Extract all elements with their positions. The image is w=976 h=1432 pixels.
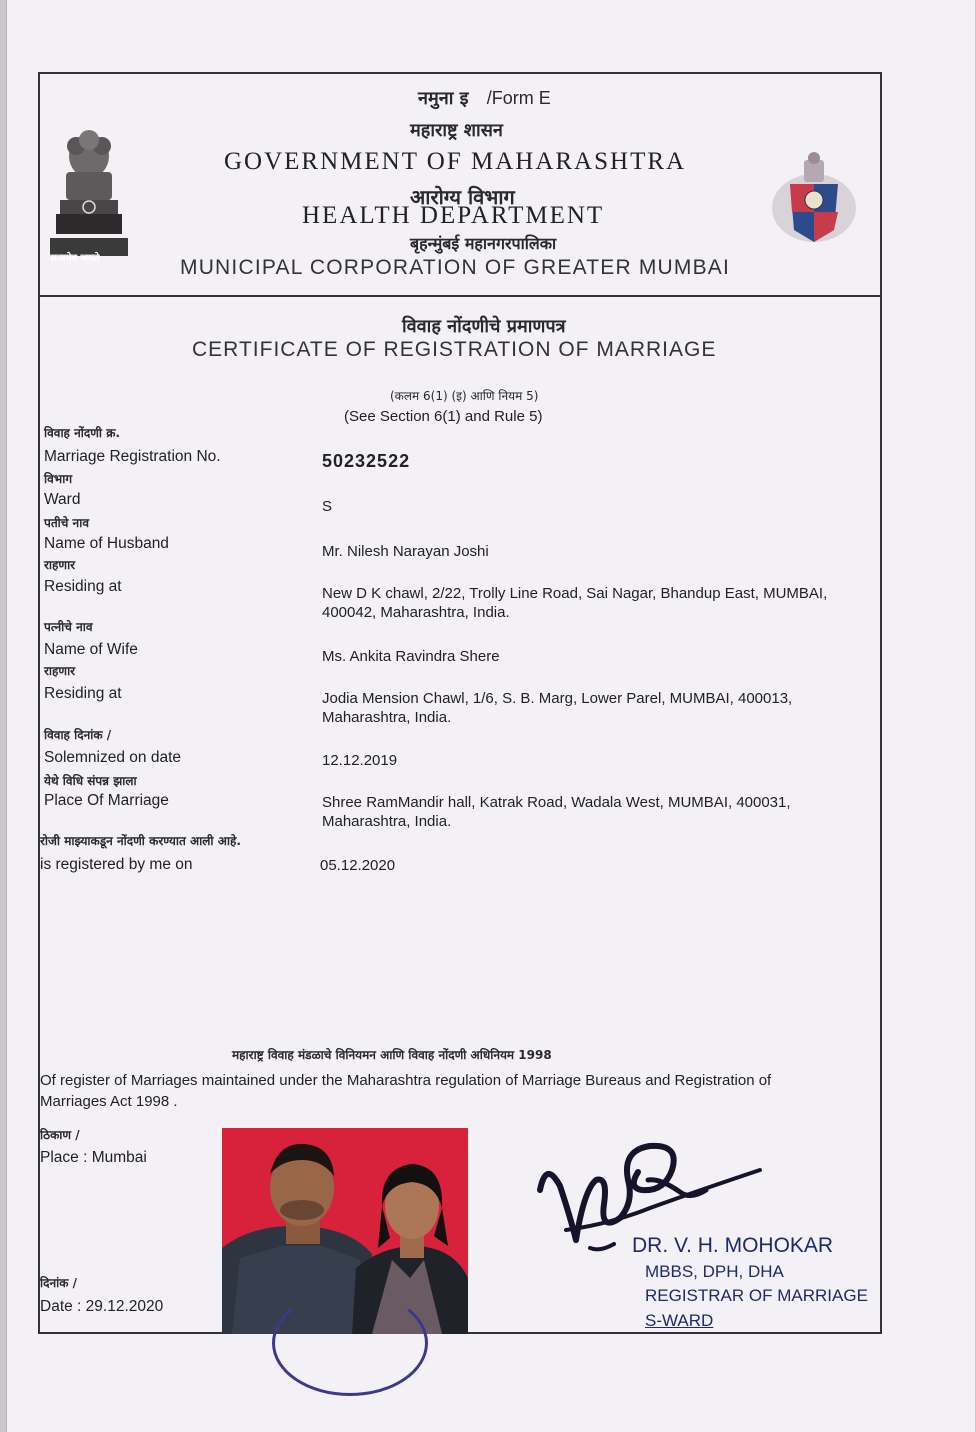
- act-reference-deva: महाराष्ट्र विवाह मंडळाचे विनियमन आणि विवाह नोंदणी अधिनियम 1998: [232, 1048, 552, 1062]
- registrar-name: DR. V. H. MOHOKAR: [632, 1234, 834, 1257]
- ward-label-deva: विभाग: [44, 472, 73, 486]
- mcgm-title: MUNICIPAL CORPORATION OF GREATER MUMBAI: [180, 256, 731, 279]
- date-footer: Date : 29.12.2020: [40, 1298, 164, 1315]
- certificate-title-deva: विवाह नोंदणीचे प्रमाणपत्र: [402, 316, 566, 337]
- husband-residence-value: New D K chawl, 2/22, Trolly Line Road, Sai Nagar, Bhandup East, MUMBAI, 400042, Maharashtra, India.: [322, 585, 828, 621]
- husband-residence-label-deva: राहणार: [44, 558, 76, 572]
- reg-no-label-deva: विवाह नोंदणी क्र.: [44, 426, 120, 440]
- reg-no-label: Marriage Registration No.: [44, 448, 221, 465]
- registrar-title: REGISTRAR OF MARRIAGE: [645, 1286, 868, 1305]
- solemnized-value: 12.12.2019: [322, 752, 398, 769]
- act-reference: Of register of Marriages maintained under the Maharashtra regulation of Marriage Bureaus and Registration of Marriages Act 1998 .: [40, 1072, 772, 1110]
- registered-value: 05.12.2020: [320, 857, 396, 874]
- date-footer-deva: दिनांक /: [40, 1276, 78, 1290]
- section-reference-deva: (कलम 6(1) (इ) आणि नियम 5): [390, 389, 539, 403]
- official-stamp: [272, 1290, 428, 1396]
- header-divider: [38, 295, 880, 297]
- health-department: HEALTH DEPARTMENT: [302, 202, 605, 229]
- state-emblem-icon: [48, 122, 130, 262]
- husband-residence-label: Residing at: [44, 578, 122, 595]
- reg-no-value: 50232522: [322, 451, 411, 471]
- emblem-motto: सत्यमेव जयते: [50, 253, 100, 264]
- place-footer-deva: ठिकाण /: [40, 1128, 80, 1142]
- registrar-qualification: MBBS, DPH, DHA: [645, 1262, 784, 1281]
- wife-residence-label: Residing at: [44, 685, 122, 702]
- wife-value: Ms. Ankita Ravindra Shere: [322, 648, 500, 665]
- form-number-deva: नमुना इ: [418, 88, 469, 109]
- wife-residence-value: Jodia Mension Chawl, 1/6, S. B. Marg, Lower Parel, MUMBAI, 400013, Maharashtra, India.: [322, 690, 793, 726]
- maharashtra-shasan: महाराष्ट्र शासन: [410, 120, 503, 141]
- mcgm-crest-icon: [768, 150, 860, 250]
- solemnized-label-deva: विवाह दिनांक /: [44, 728, 112, 742]
- wife-label: Name of Wife: [44, 641, 138, 658]
- ward-value: S: [322, 498, 333, 515]
- registered-label-deva: रोजी माझ्याकडून नोंदणी करण्यात आली आहे.: [40, 834, 241, 848]
- husband-label-deva: पतीचे नाव: [44, 516, 90, 530]
- section-reference: (See Section 6(1) and Rule 5): [344, 408, 543, 425]
- arogya-vibhag: आरोग्य विभाग: [410, 185, 515, 209]
- place-label-deva: येथे विधि संपन्न झाला: [44, 774, 137, 788]
- form-number-en: /Form E: [486, 88, 551, 108]
- ward-label: Ward: [44, 491, 81, 508]
- husband-label: Name of Husband: [44, 535, 169, 552]
- registered-label: is registered by me on: [40, 856, 193, 873]
- husband-value: Mr. Nilesh Narayan Joshi: [322, 543, 489, 560]
- bmc-deva: बृहन्मुंबई महानगरपालिका: [410, 234, 557, 253]
- government-title: GOVERNMENT OF MAHARASHTRA: [224, 148, 687, 175]
- solemnized-label: Solemnized on date: [44, 749, 182, 766]
- wife-residence-label-deva: राहणार: [44, 664, 76, 678]
- certificate-title: CERTIFICATE OF REGISTRATION OF MARRIAGE: [192, 338, 717, 361]
- place-value: Shree RamMandir hall, Katrak Road, Wadala West, MUMBAI, 400031, Maharashtra, India.: [322, 794, 791, 830]
- place-footer: Place : Mumbai: [40, 1149, 147, 1166]
- wife-label-deva: पत्नीचे नाव: [44, 620, 93, 634]
- form-number: [418, 86, 551, 110]
- place-label: Place Of Marriage: [44, 792, 169, 809]
- registrar-ward: S-WARD: [645, 1311, 714, 1330]
